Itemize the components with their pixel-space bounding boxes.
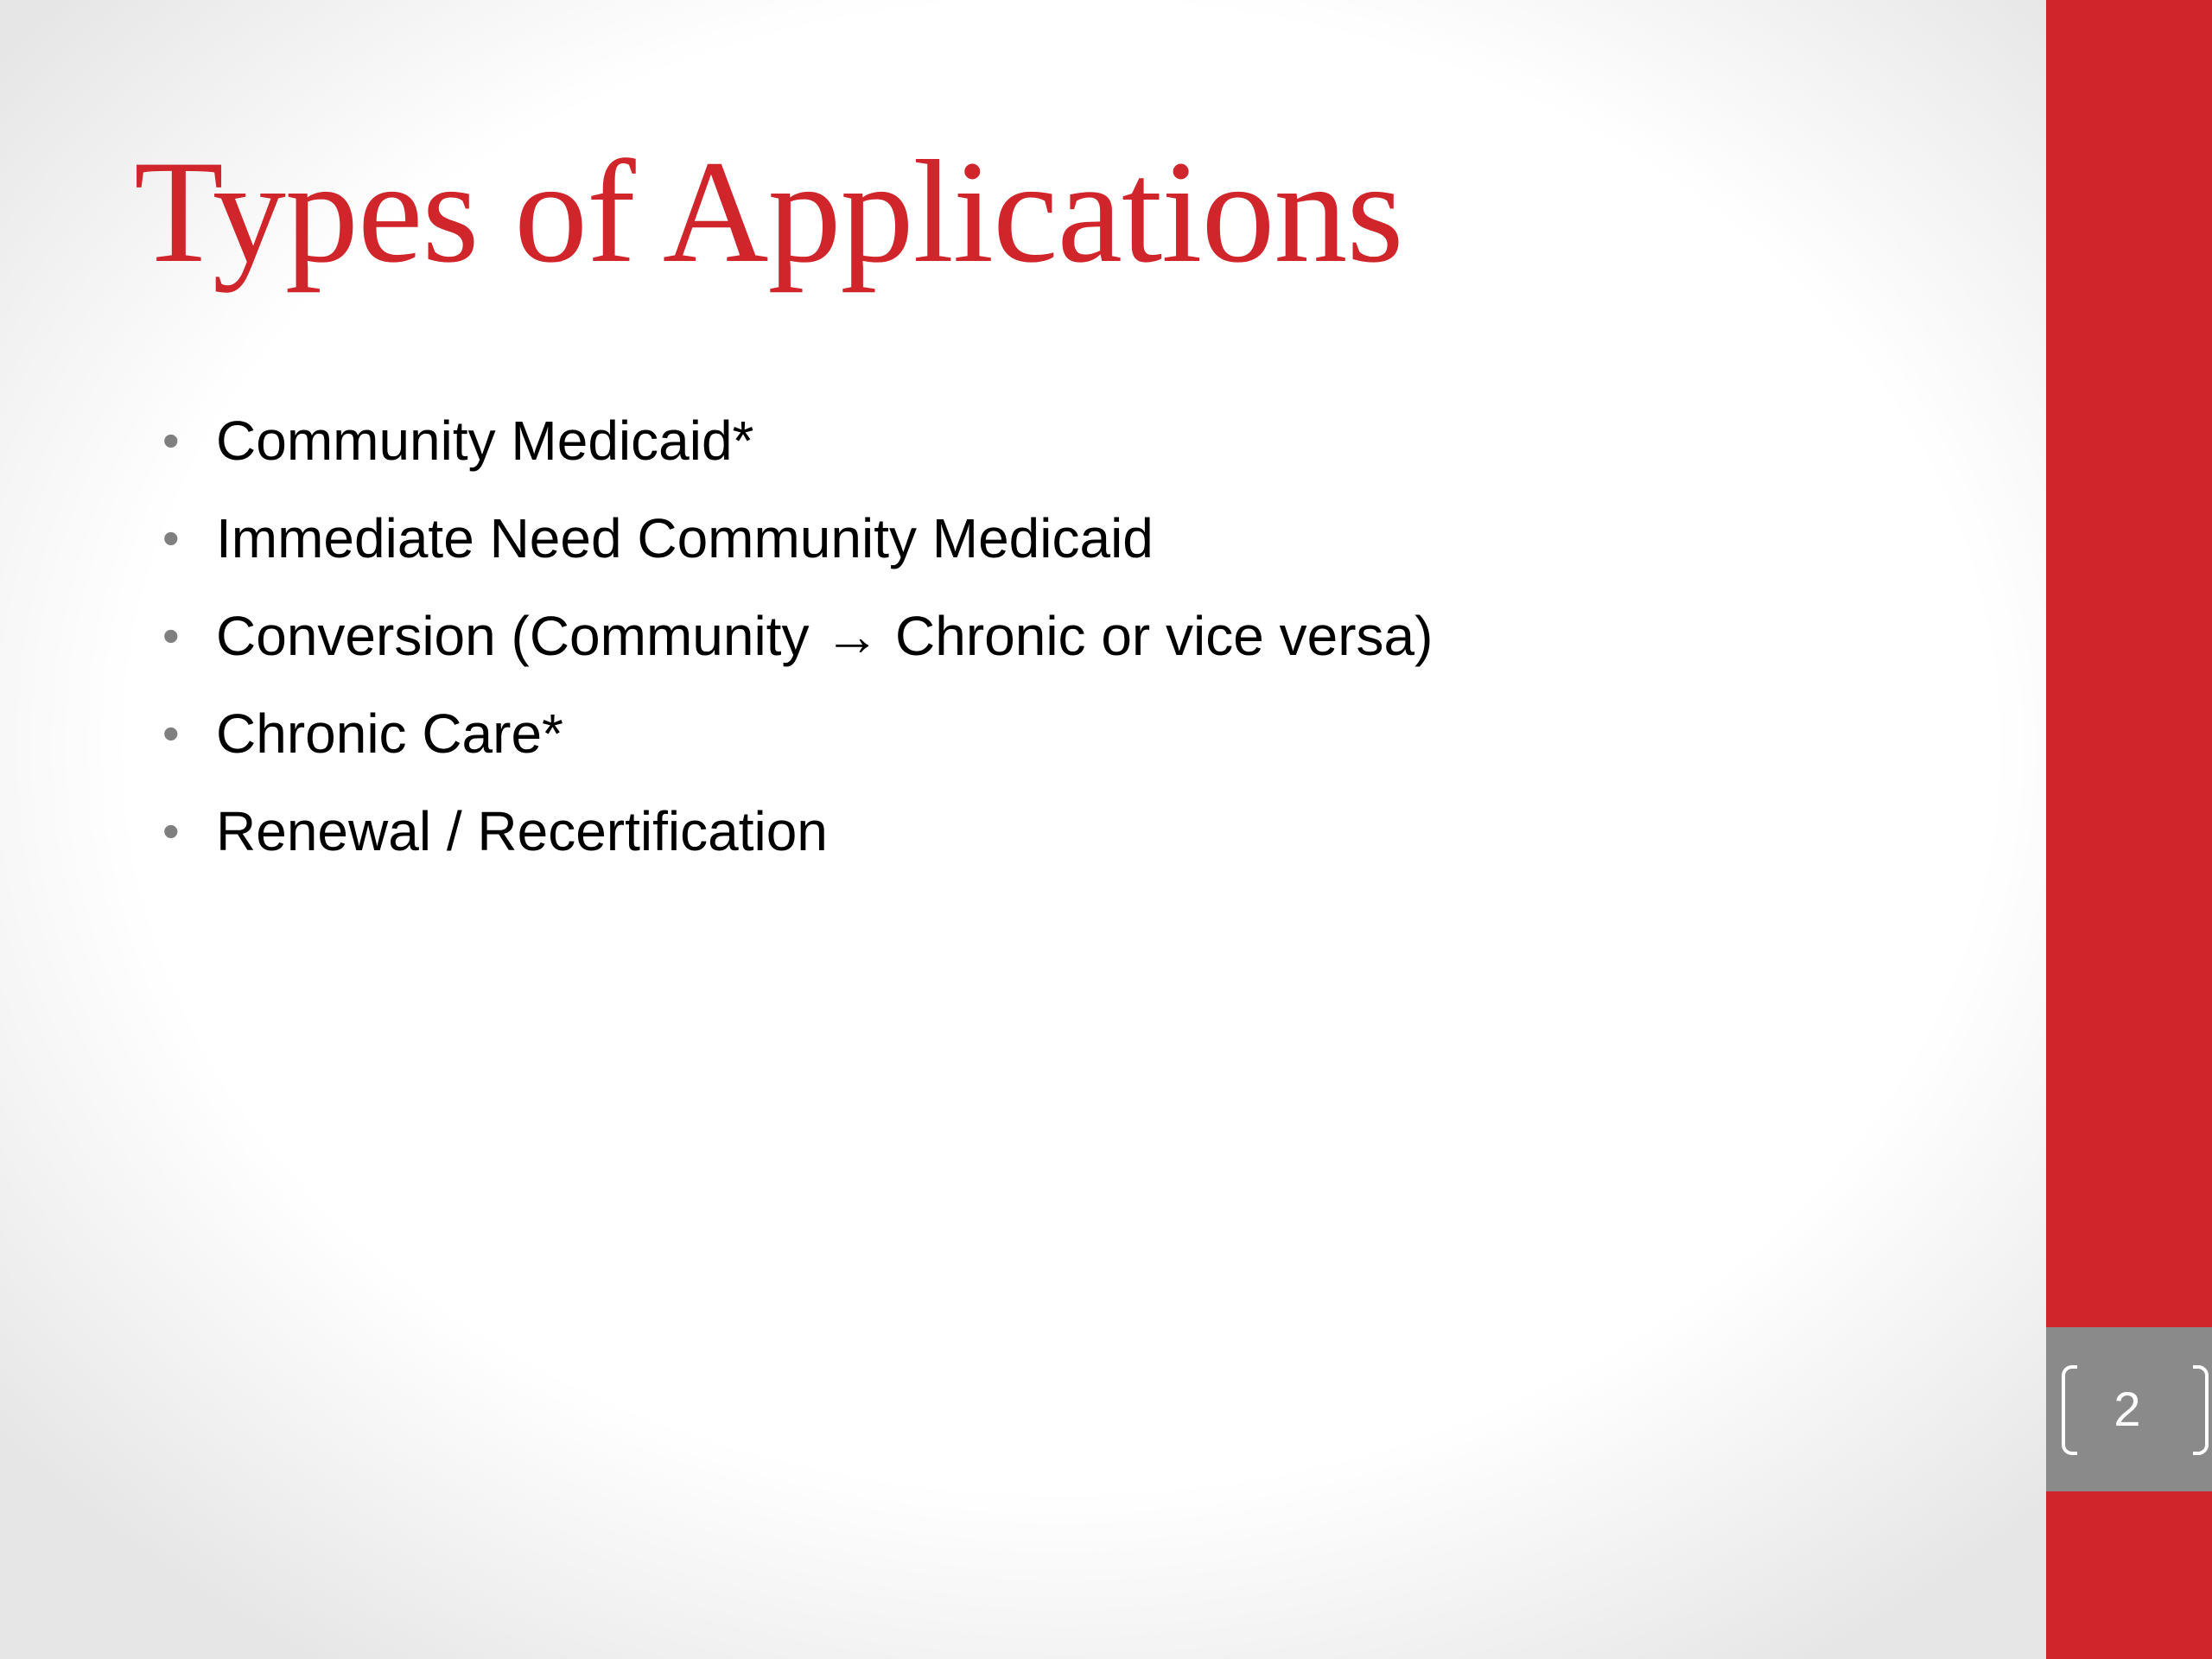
bullet-text: Immediate Need Community Medicaid: [216, 507, 1154, 569]
bullet-item: [156, 499, 1433, 597]
bullet-dot-icon: •: [162, 413, 180, 467]
bullet-item: [156, 695, 1433, 792]
page-number: 2: [2113, 1382, 2141, 1436]
bullet-dot-icon: •: [162, 608, 180, 663]
bullet-text: Renewal / Recertification: [216, 800, 828, 862]
page-number-box: [2046, 1327, 2212, 1491]
bullet-list: [156, 402, 1433, 890]
bullet-text: Chronic Care*: [216, 702, 563, 765]
slide-title: Types of Applications: [134, 130, 1403, 293]
bullet-item: [156, 402, 1433, 499]
bullet-dot-icon: •: [162, 804, 180, 858]
bullet-dot-icon: •: [162, 511, 180, 565]
right-bracket-icon: [2193, 1365, 2209, 1455]
bullet-text: Community Medicaid*: [216, 410, 754, 472]
bullet-item: [156, 792, 1433, 890]
bullet-item: [156, 597, 1433, 695]
bullet-text: Conversion (Community → Chronic or vice versa): [216, 605, 1433, 667]
bullet-dot-icon: •: [162, 706, 180, 760]
